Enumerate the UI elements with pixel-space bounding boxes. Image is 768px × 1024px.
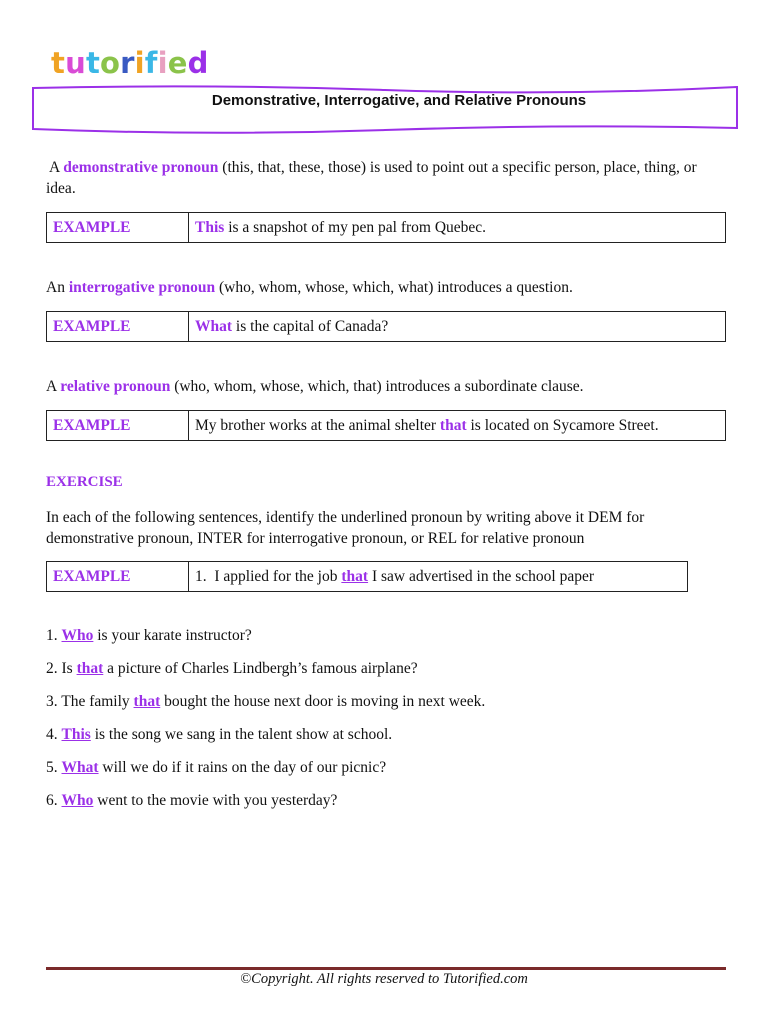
text: The family <box>61 693 134 710</box>
exercise-item-5 <box>46 758 386 778</box>
interrogative-definition <box>46 277 726 298</box>
exercise-example-table <box>46 561 688 592</box>
logo-letter: u <box>65 46 86 80</box>
text: is the capital of Canada? <box>232 317 389 335</box>
underlined-pronoun: that <box>133 693 161 710</box>
highlighted-pronoun: What <box>195 317 233 335</box>
page-title: Demonstrative, Interrogative, and Relative Pronouns <box>211 92 587 109</box>
text: 1. I applied for the job <box>195 567 342 585</box>
logo-letter: t <box>85 46 101 80</box>
copyright-footer: ©Copyright. All rights reserved to Tutorified.com <box>240 971 528 987</box>
item-number: 6. <box>46 792 62 809</box>
highlighted-pronoun: This <box>195 218 225 236</box>
exercise-item-3 <box>46 692 485 712</box>
text: A <box>46 159 64 176</box>
item-number: 1. <box>46 627 62 644</box>
term-relative: relative pronoun <box>60 378 171 395</box>
text: will we do if it rains on the day of our picnic? <box>98 759 387 776</box>
example-label: EXAMPLE <box>47 312 189 342</box>
example-sentence <box>189 312 726 342</box>
text: is located on Sycamore Street. <box>466 416 659 434</box>
logo-letter: t <box>51 46 66 80</box>
tutorified-logo <box>51 44 209 82</box>
underlined-pronoun: What <box>61 759 99 776</box>
text: I saw advertised in the school paper <box>368 567 595 585</box>
text: bought the house next door is moving in next week. <box>160 693 486 710</box>
term-demonstrative: demonstrative pronoun <box>63 159 219 176</box>
item-number: 3. <box>46 693 62 710</box>
exercise-item-6 <box>46 791 337 811</box>
example-label: EXAMPLE <box>47 411 189 441</box>
exercise-item-2 <box>46 659 418 679</box>
example-sentence <box>189 213 726 243</box>
text: An <box>46 279 69 296</box>
text: Is <box>61 660 77 677</box>
item-number: 4. <box>46 726 62 743</box>
logo-letter: o <box>100 46 121 80</box>
footer-rule <box>46 967 726 970</box>
term-interrogative: interrogative pronoun <box>68 279 216 296</box>
text: My brother works at the animal shelter <box>195 416 440 434</box>
example-demonstrative-table <box>46 212 726 243</box>
logo-letter: e <box>167 46 188 80</box>
logo-letter: i <box>134 46 145 80</box>
underlined-pronoun: Who <box>61 792 94 809</box>
text: is a snapshot of my pen pal from Quebec. <box>224 218 487 236</box>
text: went to the movie with you yesterday? <box>93 792 338 809</box>
text: is the song we sang in the talent show at school. <box>90 726 393 743</box>
underlined-pronoun: This <box>61 726 91 743</box>
example-relative-table <box>46 410 726 441</box>
exercise-item-1 <box>46 626 252 646</box>
text: is your karate instructor? <box>93 627 252 644</box>
exercise-instructions: In each of the following sentences, identify the underlined pronoun by writing above it DEM for demonstrative pronoun, INTER for interrogative pronoun, or REL for relative pronoun <box>46 509 645 547</box>
exercise-item-4 <box>46 725 392 745</box>
underlined-pronoun: that <box>76 660 104 677</box>
example-interrogative-table <box>46 311 726 342</box>
logo-letter: r <box>120 46 135 80</box>
example-sentence <box>189 411 726 441</box>
logo-letter: d <box>187 46 209 80</box>
item-number: 5. <box>46 759 62 776</box>
text: (this, that, these, those) is used to point out a specific person, place, thing, or idea. <box>46 159 697 197</box>
item-number: 2. <box>46 660 62 677</box>
underlined-pronoun: that <box>341 567 369 585</box>
text: (who, whom, whose, which, that) introduces a subordinate clause. <box>170 378 584 395</box>
underlined-pronoun: Who <box>61 627 94 644</box>
example-label: EXAMPLE <box>47 562 189 592</box>
logo-letter: i <box>157 46 168 80</box>
highlighted-pronoun: that <box>439 416 467 434</box>
demonstrative-definition <box>46 157 726 199</box>
relative-definition <box>46 376 726 397</box>
text: a picture of Charles Lindbergh’s famous airplane? <box>103 660 418 677</box>
text: (who, whom, whose, which, what) introduces a question. <box>215 279 573 296</box>
text: A <box>46 378 61 395</box>
logo-letter: f <box>144 46 158 80</box>
example-label: EXAMPLE <box>47 213 189 243</box>
example-sentence <box>189 562 688 592</box>
exercise-heading: EXERCISE <box>46 474 123 490</box>
